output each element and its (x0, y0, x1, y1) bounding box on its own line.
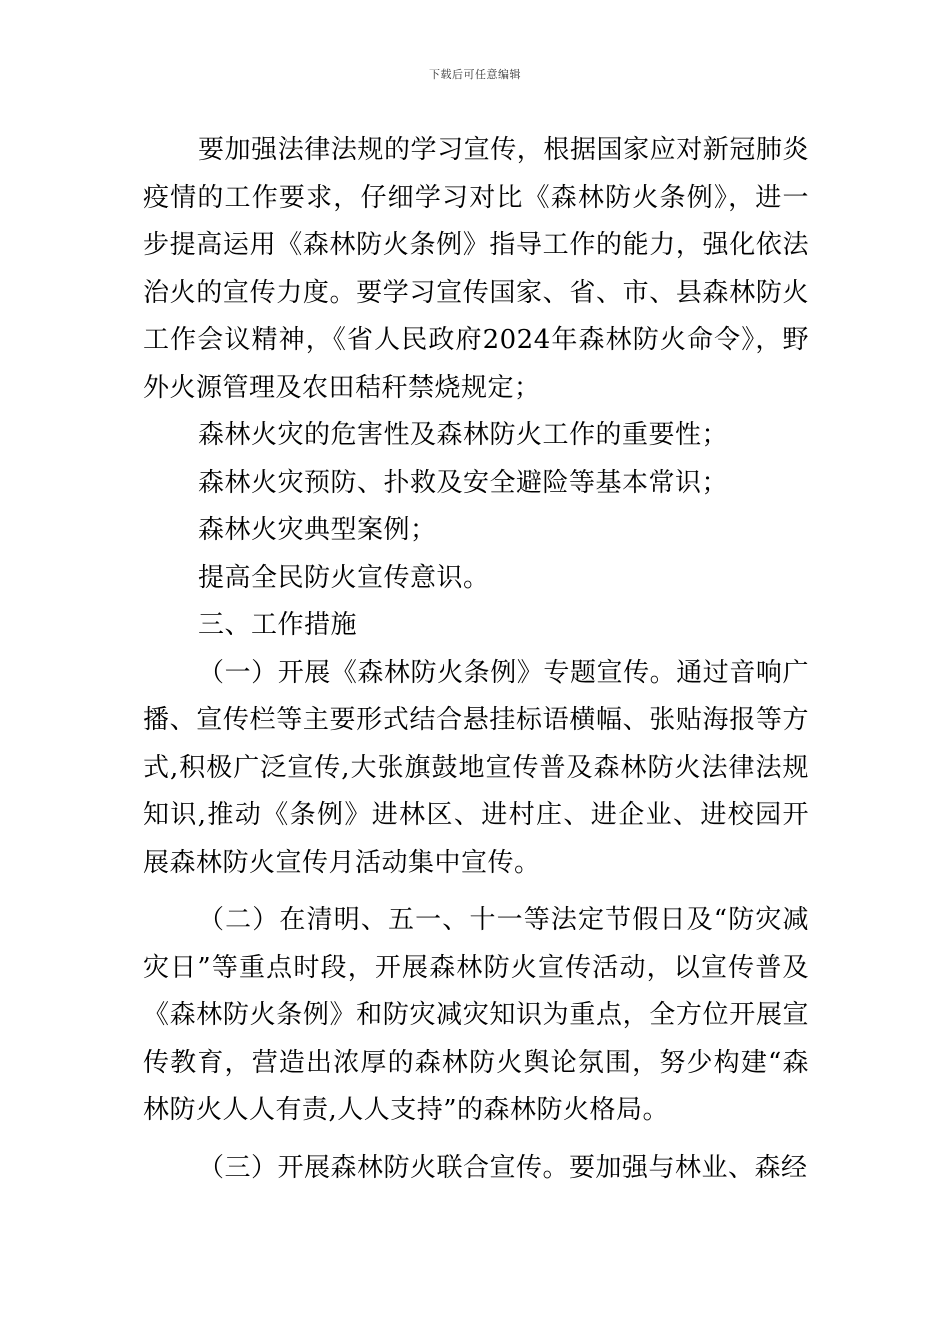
paragraph-measure-two: （二）在清明、五一、十一等法定节假日及“防灾减灾日”等重点时段，开展森林防火宣传活动，以宣传普及《森林防火条例》和防灾减灾知识为重点，全方位开展宣传教育，营造出浓厚的森林防火舆论氛围，努少构建“森林防火人人有责,人人支持”的森林防火格局。 (143, 905, 809, 1125)
paragraph-public-awareness: 提高全民防火宣传意识。 (198, 562, 490, 593)
section-heading-work-measures: 三、工作措施 (198, 610, 358, 640)
document-body (143, 127, 809, 1192)
paragraph-fire-hazard: 森林火灾的危害性及森林防火工作的重要性； (198, 420, 729, 450)
paragraph-typical-cases: 森林火灾典型案例； (198, 515, 437, 545)
paragraph-fire-prevention-knowledge: 森林火灾预防、扑救及安全避险等基本常识； (198, 467, 729, 498)
page-header: 下载后可任意编辑 (429, 68, 521, 81)
paragraph-measure-three: （三）开展森林防火联合宣传。要加强与林业、森经 (198, 1152, 808, 1183)
paragraph-measure-one: （一）开展《森林防火条例》专题宣传。通过音响广播、宣传栏等主要形式结合悬挂标语横幅、张贴海报等方式,积极广泛宣传,大张旗鼓地宣传普及森林防火法律法规知识,推动《条例》进林区、进村庄、进企业、进校园开展森林防火宣传月活动集中宣传。 (143, 657, 809, 878)
paragraph-legal-study: 要加强法律法规的学习宣传，根据国家应对新冠肺炎疫情的工作要求，仔细学习对比《森林防火条例》，进一步提高运用《森林防火条例》指导工作的能力，强化依法治火的宣传力度。要学习宣传国家、省、市、县森林防火工作会议精神，《省人民政府2024年森林防火命令》，野外火源管理及农田秸秆禁烧规定； (143, 135, 809, 403)
